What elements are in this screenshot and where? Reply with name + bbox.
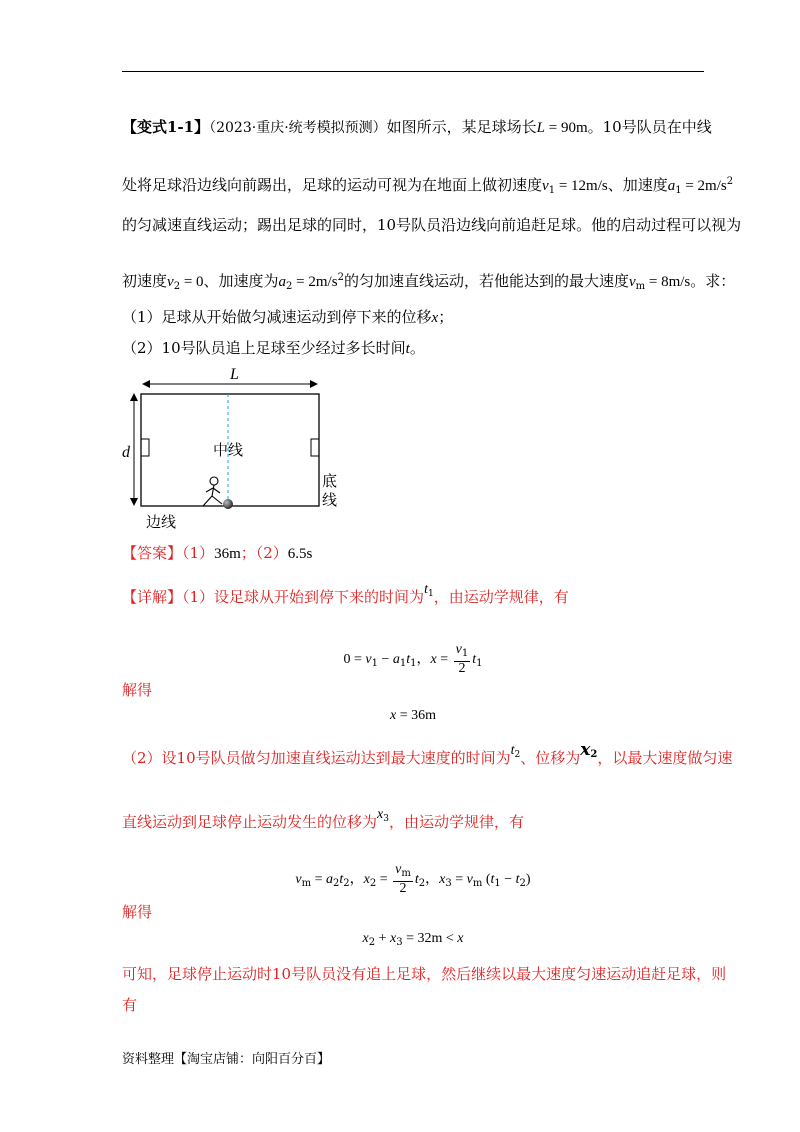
problem-line-1: 【变式1-1】（2023·重庆·统考模拟预测）如图所示，某足球场长L = 90m。10号队员在中线 xyxy=(122,118,712,136)
problem-line-3: 的匀减速直线运动；踢出足球的同时，10号队员沿边线向前追赶足球。他的启动过程可以视为 xyxy=(122,216,742,234)
problem-line-4: 初速度$v_2 = 0$、加速度为$a_2 = 2m/s^2$的匀加速直线运动，若他能达到的最大速度$v_m = 8m/s$。求： xyxy=(122,272,736,292)
length-label: L xyxy=(230,366,239,383)
question-2: （2）10号队员追上足球至少经过多长时间t。 xyxy=(122,339,425,357)
problem-line-2: 处将足球沿边线向前踢出，足球的运动可视为在地面上做初速度$v_1 = 12m/s$、加速度$a_1 = 2m/s^2$ xyxy=(122,176,734,196)
sideline-label: 边线 xyxy=(146,513,177,531)
answer-label: 【答案】 xyxy=(122,544,183,562)
player-figure xyxy=(203,477,222,506)
result-1: x = 36m xyxy=(389,708,436,723)
equation-2: $v_m = a_2t_2$，$x_2$ = $\frac{v_m}{2}$ $t_2$，$x_3 = v_m$ $(t_1 - t_2)$ xyxy=(295,862,531,896)
question-1: （1）足球从开始做匀减速运动到停下来的位移x； xyxy=(122,308,454,326)
problem-source: （2023·重庆·统考模拟预测） xyxy=(209,120,387,136)
variant-tag: 【变式1-1】 xyxy=(122,118,210,136)
detail-line-5: 有 xyxy=(122,996,138,1014)
endline-label-1: 底 xyxy=(322,472,338,490)
footer-note: 资料整理【淘宝店铺：向阳百分百】 xyxy=(122,1052,331,1067)
field-figure xyxy=(110,362,360,534)
fraction-vm-over-2: $\frac{v_m}{2}$ xyxy=(395,862,411,896)
left-goal xyxy=(141,439,149,456)
header-rule xyxy=(122,71,704,72)
detail-line-4: 可知，足球停止运动时10号队员没有追上足球，然后继续以最大速度匀速运动追赶足球，则 xyxy=(122,965,727,983)
ball xyxy=(223,499,233,509)
answer-line: 【答案】（1）36m；（2）6.5s xyxy=(122,544,313,562)
solve-label-2: 解得 xyxy=(122,903,153,921)
detail-line-1: 【详解】（1）设足球从开始到停下来的时间为$t_1$，由运动学规律，有 xyxy=(122,582,569,606)
midline-label: 中线 xyxy=(213,441,244,459)
endline-label-2: 线 xyxy=(322,491,338,509)
detail-line-2: （2）设10号队员做匀加速直线运动达到最大速度的时间为$t_2$、位移为$x_2$，以最大速度做匀速 xyxy=(122,740,733,767)
equation-1: $0 = v_1 - a_1t_1$，x = $\frac{v_1}{2}$ $t_1$ xyxy=(343,642,483,676)
detail-line-3: 直线运动到足球停止运动发生的位移为$x_3$，由运动学规律，有 xyxy=(122,807,524,831)
detail-label: 【详解】 xyxy=(122,588,183,606)
solve-label-1: 解得 xyxy=(122,681,153,699)
result-2: $x_2 + x_3 = 32m < x$ xyxy=(362,931,464,948)
fraction-v1-over-2: $\frac{v_1}{2}$ xyxy=(455,642,469,676)
right-goal xyxy=(311,439,319,456)
width-label: d xyxy=(122,444,130,461)
